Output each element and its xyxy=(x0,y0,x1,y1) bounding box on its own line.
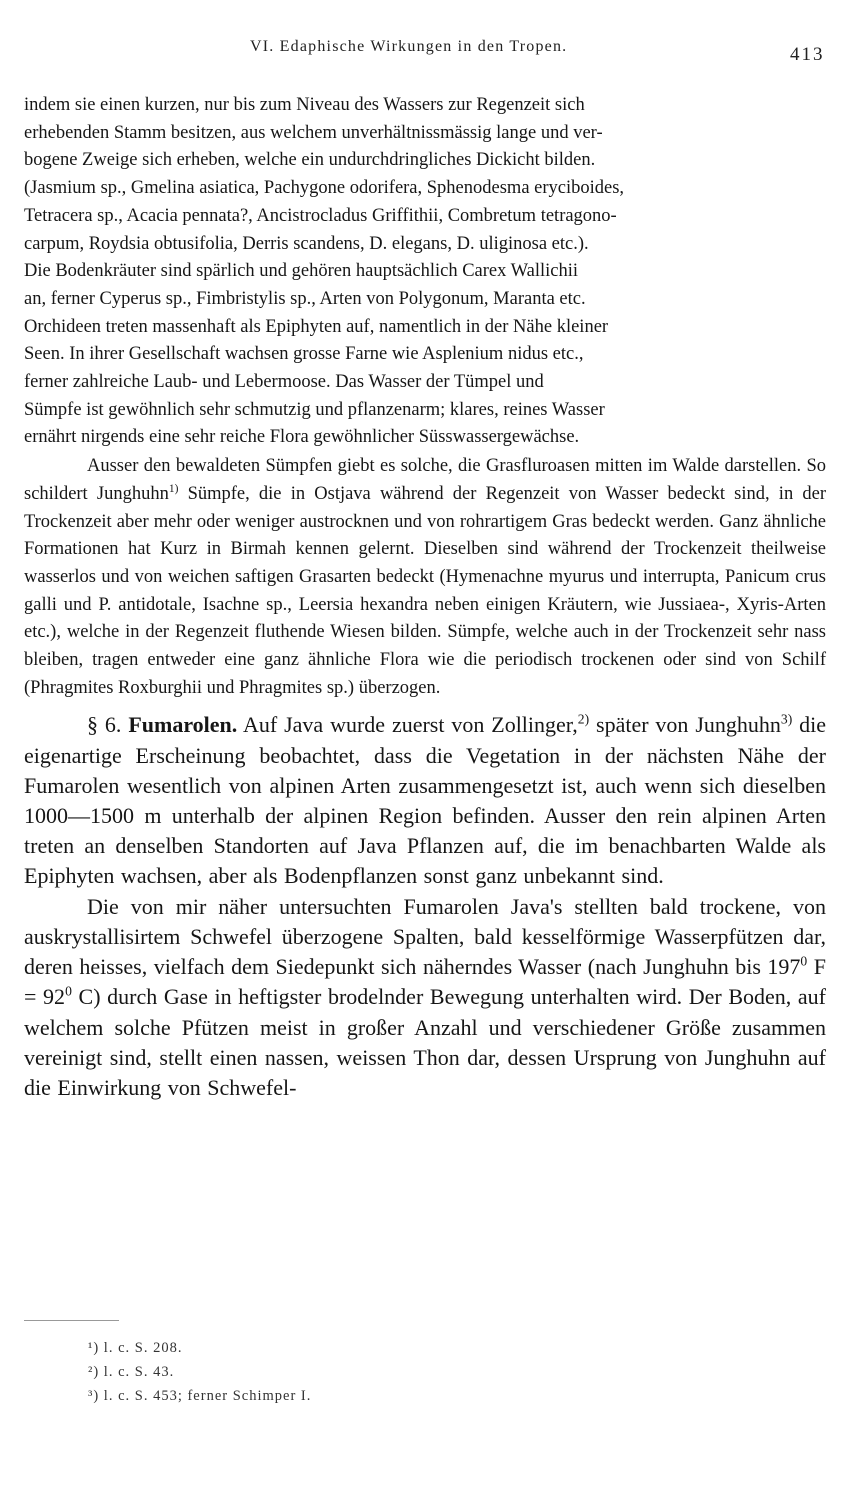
text-line: Die Bodenkräuter sind spärlich und gehören hauptsächlich Carex Wallichii xyxy=(24,261,579,282)
paragraph-text: Sümpfe, die in Ostjava während der Regenzeit von Wasser bedeckt sind, in der Trockenzeit aber mehr oder weniger austrocknen und von rohrartigem Gras bedeckt werden. Ganz ähnliche Formationen hat Kurz in Birmah kennen gelernt. Dieselben sind während der Trockenzeit theilweise wasserlos und von weichen saftigen Grasarten bedeckt (Hymenachne myurus und interrupta, Panicum crus galli und P. antidotale, Isachne sp., Leersia hexandra neben einigen Kräutern, wie Jussiaea-, Xyris-Arten etc.), welche in der Regenzeit fluthende Wiesen bilden. Sümpfe, welche auch in der Trockenzeit sehr nass bleiben, tragen entweder eine ganz ähnliche Flora wie die periodisch trockenen oder sind von Schilf (Phragmites Roxburghii und Phragmites sp.) überzogen. xyxy=(24,483,826,698)
paragraph-text: Die von mir näher untersuchten Fumarolen Java's stellten bald trockene, von auskrystallisirtem Schwefel überzogene Spalten, bald kesselförmige Wasserpfützen dar, deren heisses, vielfach dem Siedepunkt sich näherndes Wasser (nach Junghuhn bis 197 xyxy=(24,893,826,980)
footnote: ¹) l. c. S. 208. xyxy=(88,1340,183,1356)
text-line: ernährt nirgends eine sehr reiche Flora gewöhnlicher Süsswassergewächse. xyxy=(24,427,580,448)
footnote-ref-1: 1) xyxy=(168,482,179,495)
text-line: Tetracera sp., Acacia pennata?, Ancistrocladus Griffithii, Combretum tetragono- xyxy=(24,205,617,226)
footnote-ref-3: 3) xyxy=(780,712,793,728)
text-line: Orchideen treten massenhaft als Epiphyten auf, namentlich in der Nähe kleiner xyxy=(24,316,609,337)
paragraph-text: später von Junghuhn xyxy=(589,712,781,738)
degree-mark: 0 xyxy=(800,953,808,969)
paragraph-text: die eigenartige Erscheinung beobachtet, dass die Vegetation in der nächsten Nähe der Fumarolen wesentlich von alpinen Arten zusammengesetzt ist, auch wenn sich dieselben 1000—1500 m unterhalb der alpinen Region befinden. Ausser den rein alpinen Arten treten an denselben Standorten auf Java Pflanzen auf, die im benachbarten Walde als Epiphyten wachsen, aber als Bodenpflanzen sonst ganz unbekannt sind. xyxy=(24,712,827,889)
page-header xyxy=(0,30,850,70)
text-line: Sümpfe ist gewöhnlich sehr schmutzig und pflanzenarm; klares, reines Wasser xyxy=(24,399,605,420)
paragraph-1 xyxy=(24,92,826,452)
page-number: 413 xyxy=(790,44,825,65)
section-mark: § 6. xyxy=(87,712,122,738)
paragraph-text: Ausser den bewaldeten Sümpfen giebt es solche, die Grasfluroasen mitten im Walde darstellen. So schildert Junghuhn xyxy=(24,456,826,504)
footnote-divider xyxy=(24,1320,119,1321)
footnotes xyxy=(88,1336,588,1408)
paragraph-text: F = 92 xyxy=(24,954,826,1010)
paragraph-2 xyxy=(24,453,826,702)
paragraph-3 xyxy=(24,710,826,891)
text-line: (Jasmium sp., Gmelina asiatica, Pachygone odorifera, Sphenodesma eryciboides, xyxy=(24,178,625,199)
text-line: erhebenden Stamm besitzen, aus welchem unverhältnissmässig lange und ver- xyxy=(24,122,603,143)
paragraph-text: Auf Java wurde zuerst von Zollinger, xyxy=(237,712,578,738)
paragraph-4 xyxy=(24,892,826,1103)
text-line: bogene Zweige sich erheben, welche ein undurchdringliches Dickicht bilden. xyxy=(24,150,596,171)
footnote-ref-2: 2) xyxy=(577,712,590,728)
main-text xyxy=(24,92,826,1103)
section-fumarolen xyxy=(24,710,826,1103)
text-line: indem sie einen kurzen, nur bis zum Niveau des Wassers zur Regenzeit sich xyxy=(24,95,585,115)
footnote: ³) l. c. S. 453; ferner Schimper I. xyxy=(88,1388,312,1404)
text-line: carpum, Roydsia obtusifolia, Derris scandens, D. elegans, D. uliginosa etc.). xyxy=(24,233,589,254)
text-line: Seen. In ihrer Gesellschaft wachsen grosse Farne wie Asplenium nidus etc., xyxy=(24,344,584,365)
footnote: ²) l. c. S. 43. xyxy=(88,1364,175,1380)
running-title: VI. Edaphische Wirkungen in den Tropen. xyxy=(250,38,568,55)
paragraph-text: C) durch Gase in heftigster brodelnder Bewegung unterhalten wird. Der Boden, auf welchem solche Pfützen meist in großer Anzahl und verschiedener Größe zusammen vereinigt sind, stellt einen nassen, weissen Thon dar, dessen Ursprung von Junghuhn auf die Einwirkung von Schwefel- xyxy=(24,984,826,1100)
section-heading: Fumarolen. xyxy=(128,712,238,738)
text-line: ferner zahlreiche Laub- und Lebermoose. Das Wasser der Tümpel und xyxy=(24,372,544,393)
text-line: an, ferner Cyperus sp., Fimbristylis sp., Arten von Polygonum, Maranta etc. xyxy=(24,288,586,309)
degree-mark: 0 xyxy=(65,983,72,999)
